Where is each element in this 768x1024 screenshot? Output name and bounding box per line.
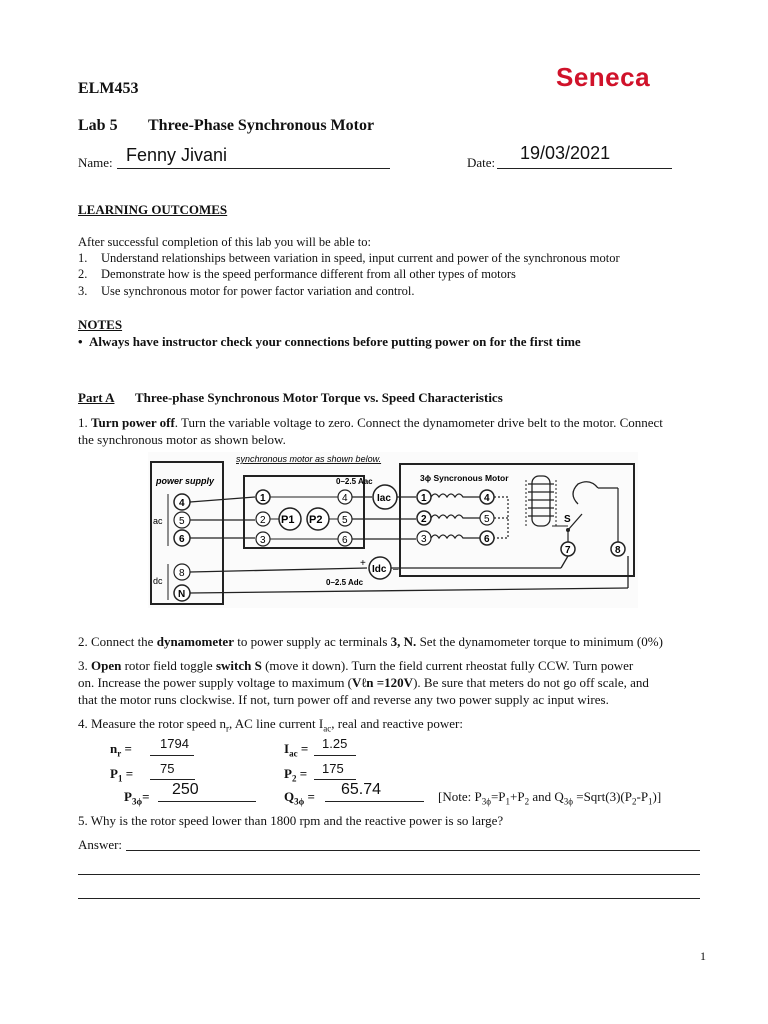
wm-term-6: 6	[342, 535, 348, 546]
q3-label	[284, 789, 315, 807]
q3-underline	[325, 801, 424, 802]
p1-meter-label: P1	[281, 514, 295, 526]
lab-number: Lab 5	[78, 117, 118, 134]
motor-term-3: 3	[421, 534, 427, 545]
step-3-line-1	[78, 658, 633, 674]
note-sub-4: 3ϕ	[563, 796, 573, 807]
motor-term-2: 2	[421, 514, 427, 525]
answer-label: Answer:	[78, 837, 123, 852]
power-supply-label: power supply	[156, 476, 215, 486]
dc-range: 0–2.5 Adc	[326, 578, 364, 587]
p2-equals: =	[299, 766, 308, 781]
switch-s-label: S	[564, 514, 571, 525]
step-2-text-c: to power supply ac terminals	[233, 634, 391, 649]
p1-equals: =	[125, 766, 134, 781]
name-field[interactable]: Fenny Jivani	[126, 145, 228, 165]
iac-value[interactable]: 1.25	[322, 736, 348, 751]
wm-term-5: 5	[342, 515, 348, 526]
q3-equals: =	[307, 789, 315, 804]
outcome-3-text: Use synchronous motor for power factor variation and control.	[101, 284, 415, 298]
rotor-term-7: 7	[565, 545, 571, 556]
ps-term-4: 4	[179, 498, 185, 509]
ps-term-6: 6	[179, 534, 185, 545]
answer-line-3[interactable]	[78, 898, 700, 899]
iac-label	[284, 741, 308, 759]
nr-label	[110, 741, 132, 759]
note-d: and Q	[529, 789, 564, 804]
outcome-2-text: Demonstrate how is the speed performance different from all other types of motors	[101, 267, 516, 281]
p2-subscript: 2	[291, 773, 297, 784]
step-1-num: 1.	[78, 415, 88, 430]
ac-label: ac	[153, 516, 163, 526]
ps-term-5: 5	[179, 516, 185, 527]
step-3-voltage: Vℓn =120V	[352, 675, 414, 690]
motor-term-6: 6	[484, 534, 490, 545]
outcome-3-num: 3.	[78, 284, 88, 298]
dc-minus: –	[393, 564, 399, 575]
lab-title: Three-Phase Synchronous Motor	[148, 117, 375, 134]
iac-underline	[314, 755, 356, 756]
step-3-text-b: (move it down). Turn the field current rheostat fully CCW. Turn power	[261, 658, 634, 673]
step-3-text-a: rotor field toggle	[121, 658, 216, 673]
p3-value[interactable]: 250	[172, 781, 199, 798]
note-g: )]	[652, 789, 662, 804]
step-4-text-b: , AC line current I	[229, 716, 324, 731]
course-code: ELM453	[78, 80, 139, 97]
notes-text: Always have instructor check your connections before putting power on for the first time	[89, 334, 581, 349]
nr-symbol: n	[110, 741, 118, 756]
notes-bullet: •	[78, 334, 83, 349]
p3-subscript: 3ϕ	[131, 796, 143, 807]
rotor-term-8: 8	[615, 545, 621, 556]
q3-symbol: Q	[284, 789, 295, 804]
nr-underline	[150, 755, 194, 756]
step-1-line-1	[78, 415, 663, 431]
step-1-text: . Turn the variable voltage to zero. Connect the dynamometer drive belt to the motor. Connect	[174, 415, 663, 430]
p1-subscript: 1	[117, 773, 123, 784]
ac-range: 0–2.5 Aac	[336, 477, 373, 486]
dc-plus: +	[360, 558, 366, 569]
wm-term-3: 3	[260, 535, 266, 546]
step-3-switch: switch S	[215, 658, 262, 673]
step-4-text-c: , real and reactive power:	[331, 716, 463, 731]
step-3-line-2	[78, 675, 649, 691]
p2-value[interactable]: 175	[322, 761, 344, 776]
outcome-1-num: 1.	[78, 251, 88, 265]
note-e: =Sqrt(3)(P	[573, 789, 632, 804]
nr-subscript: r	[117, 748, 122, 759]
motor-title: 3ϕ Syncronous Motor	[420, 473, 509, 483]
note-sub-6: 1	[648, 796, 653, 807]
answer-line-1[interactable]	[126, 850, 700, 851]
name-underline	[117, 168, 390, 169]
seneca-logo: Seneca	[556, 62, 651, 92]
part-a-title: Three-phase Synchronous Motor Torque vs. Speed Characteristics	[135, 390, 503, 405]
step-4-sub-r: r	[226, 723, 230, 734]
step-3-text-2b: ). Be sure that meters do not go off scale, and	[413, 675, 649, 690]
note-f: -P	[636, 789, 649, 804]
step-2	[78, 634, 663, 650]
step-4-text-a: 4. Measure the rotor speed n	[78, 716, 227, 731]
dc-label: dc	[153, 576, 163, 586]
p3-underline	[158, 801, 256, 802]
step-4-sub-ac: ac	[323, 723, 332, 734]
diagram-caption: synchronous motor as shown below.	[236, 454, 382, 464]
step-3-open: Open	[91, 658, 122, 673]
date-underline	[497, 168, 672, 169]
p3-label	[124, 789, 150, 807]
outcome-1-text: Understand relationships between variation in speed, input current and power of the synchronous motor	[101, 251, 620, 265]
formula-note	[438, 789, 661, 807]
p2-meter-label: P2	[309, 514, 323, 526]
step-2-dynamometer: dynamometer	[156, 634, 234, 649]
step-2-text-e: Set the dynamometer torque to minimum (0%)	[416, 634, 663, 649]
nr-equals: =	[124, 741, 132, 756]
step-5-question: 5. Why is the rotor speed lower than 1800 rpm and the reactive power is so large?	[78, 813, 504, 828]
part-a-label: Part A	[78, 390, 115, 405]
date-label: Date:	[467, 155, 496, 170]
q3-value[interactable]: 65.74	[341, 781, 382, 798]
step-2-terminals: 3, N.	[390, 634, 417, 649]
iac-subscript: ac	[289, 748, 298, 759]
p3-equals: =	[142, 789, 150, 804]
p2-symbol: P	[284, 766, 292, 781]
note-sub-3: 2	[524, 796, 530, 807]
p1-label	[110, 766, 133, 784]
ps-term-n: N	[178, 589, 186, 600]
motor-term-1: 1	[421, 493, 427, 504]
answer-line-2[interactable]	[78, 874, 700, 875]
name-label: Name:	[78, 155, 113, 170]
step-1-bold: Turn power off	[91, 415, 175, 430]
p2-underline	[314, 779, 356, 780]
note-b: =P	[490, 789, 506, 804]
outcome-2-num: 2.	[78, 267, 88, 281]
p1-symbol: P	[110, 766, 118, 781]
page-number: 1	[700, 949, 706, 963]
iac-equals: =	[300, 741, 309, 756]
note-sub-5: 2	[631, 796, 637, 807]
motor-term-5: 5	[484, 514, 490, 525]
step-1-line-2: the synchronous motor as shown below.	[78, 432, 286, 447]
notes-heading: NOTES	[78, 317, 123, 332]
p2-label	[284, 766, 307, 784]
idc-meter-label: Idc	[372, 564, 387, 575]
note-a: [Note: P	[438, 789, 482, 804]
step-2-text-a: 2. Connect the	[78, 634, 157, 649]
iac-meter-label: Iac	[377, 493, 391, 504]
step-3-line-3: that the motor runs clockwise. If not, turn power off and reverse any two power supply ac input wires.	[78, 692, 609, 707]
q3-subscript: 3ϕ	[294, 796, 305, 807]
note-sub-2: 1	[505, 796, 511, 807]
wm-term-1: 1	[260, 493, 266, 504]
nr-value[interactable]: 1794	[160, 736, 189, 751]
step-3-text-2a: on. Increase the power supply voltage to maximum (	[78, 675, 353, 690]
step-3-num: 3.	[78, 658, 91, 673]
ps-term-8: 8	[179, 568, 185, 579]
note-sub-1: 3ϕ	[481, 796, 491, 807]
wiring-diagram	[148, 452, 638, 608]
wm-term-4: 4	[342, 493, 348, 504]
learning-intro: After successful completion of this lab you will be able to:	[78, 235, 371, 249]
step-4	[78, 716, 463, 734]
note-c: +P	[510, 789, 525, 804]
iac-symbol: I	[284, 741, 290, 756]
p3-symbol: P	[124, 789, 132, 804]
date-field[interactable]: 19/03/2021	[520, 143, 611, 163]
motor-term-4: 4	[484, 493, 490, 504]
p1-underline	[150, 779, 195, 780]
p1-value[interactable]: 75	[160, 761, 175, 776]
wm-term-2: 2	[260, 515, 266, 526]
learning-heading: LEARNING OUTCOMES	[78, 202, 228, 217]
